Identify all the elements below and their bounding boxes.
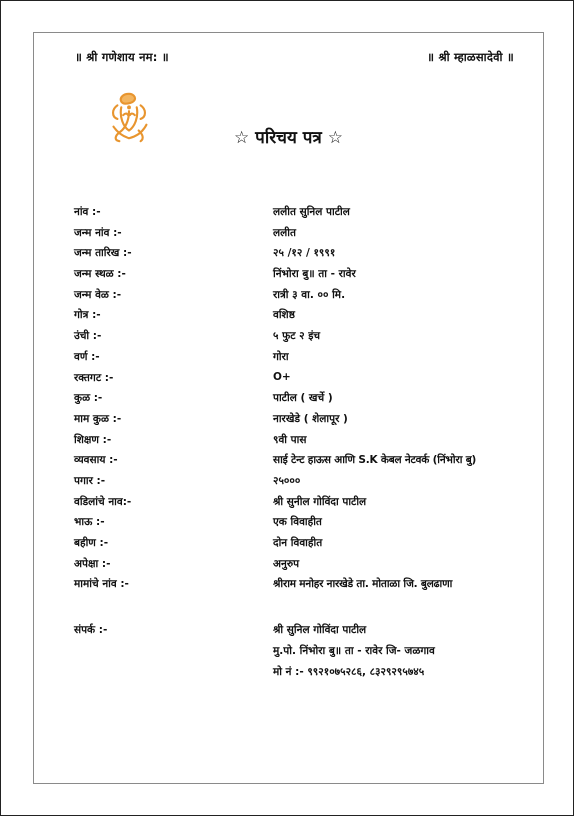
detail-row-salary bbox=[74, 474, 534, 495]
detail-label: जन्म वेळ :- bbox=[74, 288, 122, 301]
detail-value: O+ bbox=[273, 370, 291, 383]
detail-value: एक विवाहीत bbox=[273, 516, 322, 529]
detail-row-education bbox=[74, 433, 534, 454]
detail-value: अनुरुप bbox=[273, 557, 300, 570]
detail-label: माम कुळ :- bbox=[74, 412, 122, 425]
star-right-icon: ☆ bbox=[327, 128, 343, 148]
detail-row-occupation bbox=[74, 453, 534, 474]
detail-label: वर्ण :- bbox=[74, 350, 100, 363]
detail-value: ललीत सुनिल पाटील bbox=[273, 206, 350, 218]
contact-phone: मो नं :- ९९२१०७५२८६, ८३२९२९५७४५ bbox=[273, 666, 425, 678]
detail-row-sister bbox=[74, 536, 534, 557]
details-list bbox=[74, 205, 534, 598]
detail-label: बहीण :- bbox=[74, 537, 109, 549]
detail-value: २५००० bbox=[273, 474, 301, 487]
detail-label: जन्म स्थळ :- bbox=[74, 268, 126, 281]
detail-row-complexion bbox=[74, 350, 534, 371]
detail-value: वशिष्ठ bbox=[273, 309, 295, 322]
detail-row-father-name bbox=[74, 495, 534, 516]
detail-value: ललीत bbox=[273, 226, 296, 239]
detail-label: जन्म नांव :- bbox=[74, 226, 122, 239]
detail-label: उंची :- bbox=[74, 330, 102, 343]
detail-row-birth-date bbox=[74, 246, 534, 267]
header-left-invocation: ॥ श्री गणेशाय नम: ॥ bbox=[75, 50, 169, 64]
detail-row-maternal-clan bbox=[74, 412, 534, 433]
detail-label: शिक्षण :- bbox=[74, 433, 112, 446]
detail-value: दोन विवाहीत bbox=[273, 537, 323, 549]
detail-label: जन्म तारिख :- bbox=[74, 247, 132, 260]
contact-label: संपर्क :- bbox=[74, 624, 108, 636]
detail-row-blood-group bbox=[74, 371, 534, 392]
detail-row-name bbox=[74, 205, 534, 226]
title-text: परिचय पत्र bbox=[255, 128, 322, 148]
detail-row-clan bbox=[74, 391, 534, 412]
detail-label: भाऊ :- bbox=[74, 516, 105, 529]
detail-value: साई टेन्ट हाऊस आणि S.K केबल नेटवर्क (निंभोरा बु) bbox=[273, 454, 477, 467]
detail-row-maternal-uncle bbox=[74, 577, 534, 598]
detail-value: ९वी पास bbox=[273, 433, 307, 446]
detail-value: रात्री ३ वा. ०० मि. bbox=[273, 288, 346, 301]
detail-value: श्री सुनील गोविंदा पाटील bbox=[273, 495, 367, 508]
detail-row-birth-place bbox=[74, 267, 534, 288]
page-title bbox=[34, 125, 543, 148]
star-left-icon: ☆ bbox=[234, 128, 250, 148]
detail-value: पाटील ( खर्चे ) bbox=[273, 392, 333, 405]
detail-value: ५ फुट २ इंच bbox=[273, 330, 321, 343]
detail-value: २५ /१२ / १९९१ bbox=[273, 247, 336, 260]
detail-label: पगार :- bbox=[74, 474, 106, 487]
contact-address: मु.पो. निंभोरा बु॥ ता - रावेर जि- जळगाव bbox=[273, 645, 435, 657]
detail-label: मामांचे नांव :- bbox=[74, 578, 129, 591]
detail-label: गोत्र :- bbox=[74, 309, 101, 322]
detail-row-brother bbox=[74, 515, 534, 536]
detail-row-expectation bbox=[74, 557, 534, 578]
contact-name: श्री सुनिल गोविंदा पाटील bbox=[273, 624, 367, 636]
detail-label: व्यवसाय :- bbox=[74, 454, 118, 467]
detail-label: वडिलांचे नाव:- bbox=[74, 495, 132, 508]
detail-value: नारखेडे ( शेलापूर ) bbox=[273, 412, 348, 425]
detail-row-birth-name bbox=[74, 226, 534, 247]
detail-label: रक्तगट :- bbox=[74, 371, 114, 384]
detail-label: अपेक्षा :- bbox=[74, 557, 111, 570]
detail-row-height bbox=[74, 329, 534, 350]
detail-value: गोरा bbox=[273, 350, 289, 363]
detail-label: कुळ :- bbox=[74, 392, 103, 405]
detail-label: नांव :- bbox=[74, 206, 101, 218]
detail-value: श्रीराम मनोहर नारखेडे ता. मोताळा जि. बुलढाणा bbox=[273, 578, 453, 591]
detail-row-birth-time bbox=[74, 288, 534, 309]
header-right-invocation: ॥ श्री म्हाळसादेवी ॥ bbox=[427, 50, 514, 64]
detail-row-gotra bbox=[74, 308, 534, 329]
detail-value: निंभोरा बु॥ ता - रावेर bbox=[273, 268, 356, 281]
biodata-page bbox=[33, 32, 544, 784]
